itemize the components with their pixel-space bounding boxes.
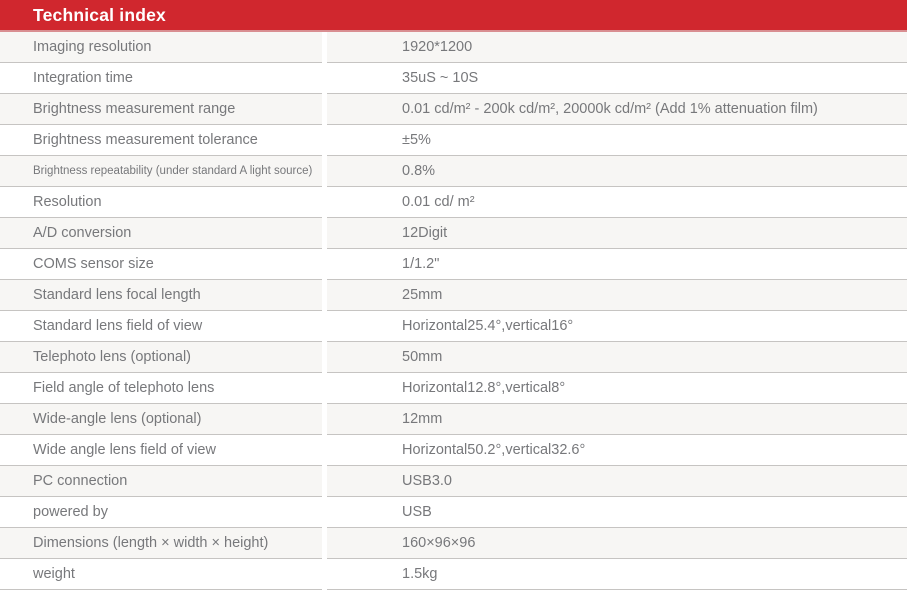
- spec-value: Horizontal25.4°,vertical16°: [327, 311, 907, 342]
- table-row: [0, 559, 907, 590]
- table-row: [0, 32, 907, 63]
- spec-label: Brightness measurement tolerance: [0, 125, 322, 156]
- spec-value: Horizontal50.2°,vertical32.6°: [327, 435, 907, 466]
- spec-label: COMS sensor size: [0, 249, 322, 280]
- table-row: [0, 156, 907, 187]
- spec-value: 50mm: [327, 342, 907, 373]
- spec-label: Integration time: [0, 63, 322, 94]
- spec-label: Telephoto lens (optional): [0, 342, 322, 373]
- table-row: [0, 404, 907, 435]
- spec-label: Wide-angle lens (optional): [0, 404, 322, 435]
- table-row: [0, 497, 907, 528]
- spec-label: Dimensions (length × width × height): [0, 528, 322, 559]
- table-row: [0, 435, 907, 466]
- spec-label: Field angle of telephoto lens: [0, 373, 322, 404]
- spec-label: Resolution: [0, 187, 322, 218]
- spec-label: Imaging resolution: [0, 32, 322, 63]
- spec-value: 160×96×96: [327, 528, 907, 559]
- table-row: [0, 311, 907, 342]
- spec-label: PC connection: [0, 466, 322, 497]
- spec-value: USB: [327, 497, 907, 528]
- table-header-bar: [0, 0, 907, 32]
- table-row: [0, 218, 907, 249]
- table-row: [0, 249, 907, 280]
- table-row: [0, 466, 907, 497]
- spec-label: Brightness repeatability (under standard A light source): [0, 156, 322, 187]
- spec-value: 1.5kg: [327, 559, 907, 590]
- spec-label: weight: [0, 559, 322, 590]
- table-row: [0, 373, 907, 404]
- spec-label: powered by: [0, 497, 322, 528]
- table-row: [0, 187, 907, 218]
- table-row: [0, 280, 907, 311]
- page-title: Technical index: [33, 4, 166, 25]
- spec-label: Wide angle lens field of view: [0, 435, 322, 466]
- spec-value: 1920*1200: [327, 32, 907, 63]
- spec-label: Standard lens focal length: [0, 280, 322, 311]
- spec-value: 12mm: [327, 404, 907, 435]
- spec-value: 0.8%: [327, 156, 907, 187]
- spec-label: Brightness measurement range: [0, 94, 322, 125]
- spec-value: 35uS ~ 10S: [327, 63, 907, 94]
- spec-label: Standard lens field of view: [0, 311, 322, 342]
- table-row: [0, 528, 907, 559]
- table-row: [0, 125, 907, 156]
- spec-value: 0.01 cd/ m²: [327, 187, 907, 218]
- table-row: [0, 342, 907, 373]
- table-row: [0, 94, 907, 125]
- spec-value: 12Digit: [327, 218, 907, 249]
- spec-value: Horizontal12.8°,vertical8°: [327, 373, 907, 404]
- spec-value: ±5%: [327, 125, 907, 156]
- spec-value: 25mm: [327, 280, 907, 311]
- spec-table: [0, 32, 907, 590]
- spec-value: 1/1.2": [327, 249, 907, 280]
- table-row: [0, 63, 907, 94]
- spec-value: 0.01 cd/m² - 200k cd/m², 20000k cd/m² (Add 1% attenuation film): [327, 94, 907, 125]
- spec-value: USB3.0: [327, 466, 907, 497]
- spec-label: A/D conversion: [0, 218, 322, 249]
